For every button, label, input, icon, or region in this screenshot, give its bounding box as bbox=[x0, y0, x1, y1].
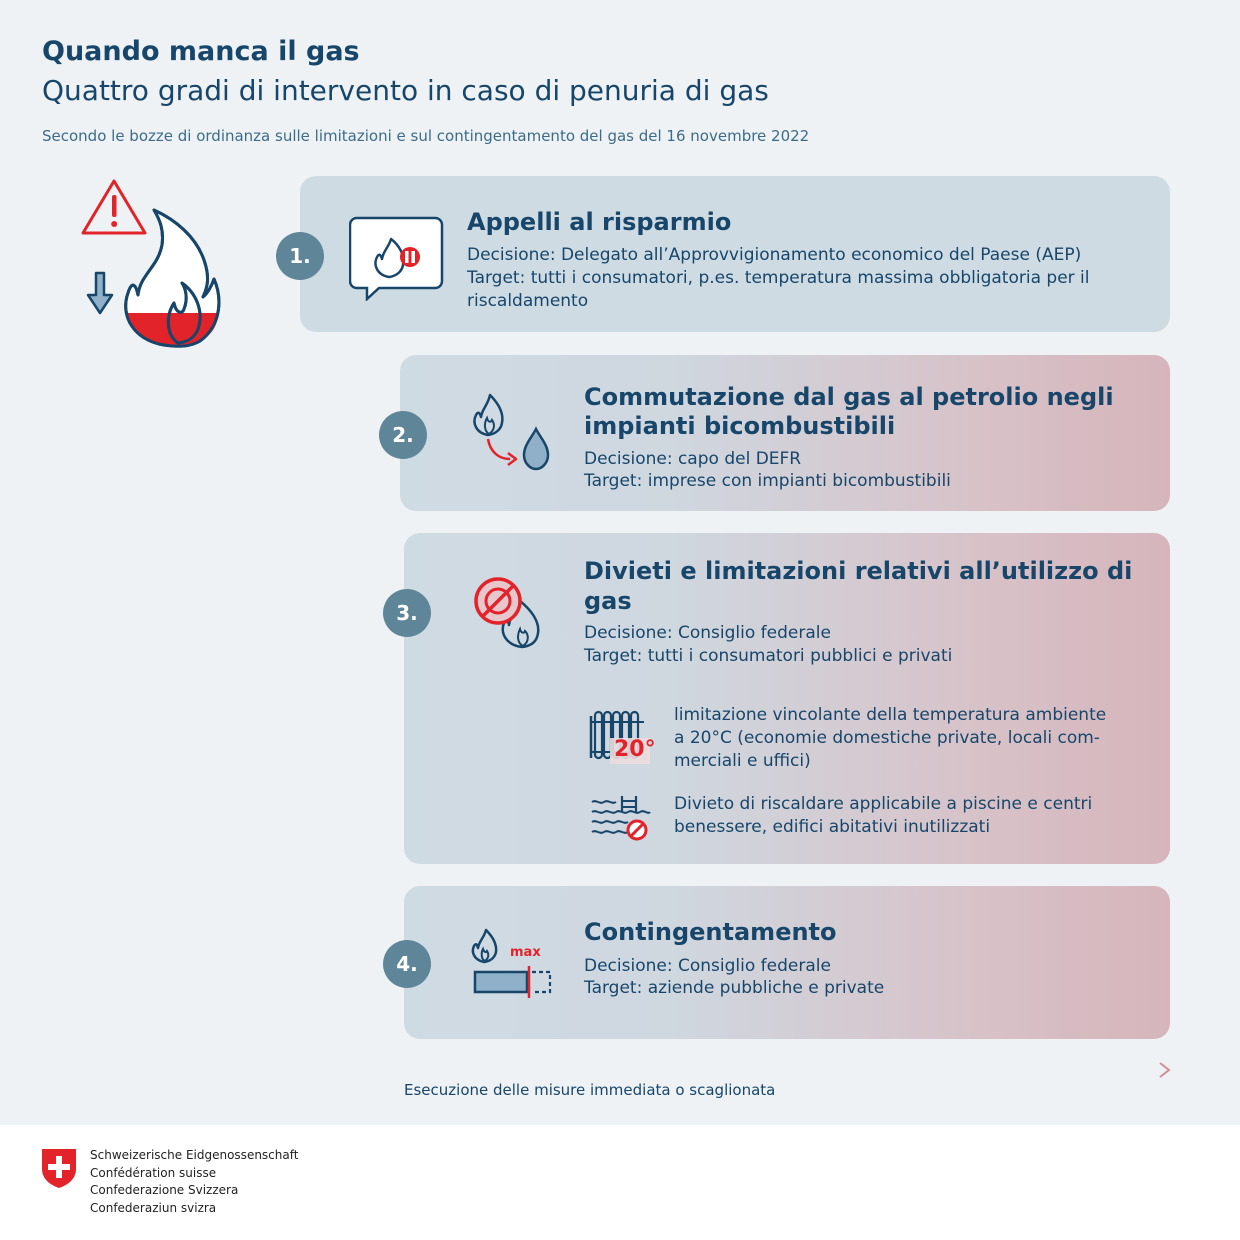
footer-line-it: Confederazione Svizzera bbox=[90, 1183, 239, 1197]
max-label: max bbox=[510, 945, 541, 960]
speech-bubble-appeal-icon bbox=[349, 215, 445, 301]
step-4-decision: Decisione: Consiglio federale bbox=[584, 956, 831, 976]
timeline-label: Esecuzione delle misure immediata o scaglionata bbox=[404, 1081, 776, 1099]
step-2-badge: 2. bbox=[379, 411, 427, 459]
footer-line-fr: Confédération suisse bbox=[90, 1165, 217, 1180]
measure-pool-line-2: benessere, edifici abitativi inutilizzati bbox=[674, 817, 991, 837]
quota-icon bbox=[470, 924, 556, 1000]
gas-to-oil-icon bbox=[468, 387, 556, 477]
step-3-badge: 3. bbox=[383, 589, 431, 637]
prohibited-gas-icon bbox=[470, 573, 554, 651]
flame-icon bbox=[126, 210, 219, 346]
pool-prohibited-icon bbox=[590, 794, 652, 842]
measure-temperature-line-1: limitazione vincolante della temperatura ambiente bbox=[674, 705, 1107, 725]
step-1-target: Target: tutti i consumatori, p.es. temperatura massima obbligatoria per il bbox=[467, 268, 1090, 288]
down-arrow-icon bbox=[88, 273, 112, 313]
radiator-temperature-label: 20° bbox=[614, 737, 656, 762]
footer-line-de: Schweizerische Eidgenossenschaft bbox=[90, 1148, 299, 1162]
page-caption: Secondo le bozze di ordinanza sulle limitazioni e sul contingentamento del gas del 16 novembre 2022 bbox=[42, 127, 810, 145]
step-2-title-line-2: impianti bicombustibili bbox=[584, 412, 896, 440]
swiss-shield-icon bbox=[40, 1147, 78, 1189]
step-1-decision: Decisione: Delegato all’Approvvigionamento economico del Paese (AEP) bbox=[467, 245, 1082, 265]
measure-temperature-line-3: merciali e uffici) bbox=[674, 751, 811, 771]
step-1-target-cont: riscaldamento bbox=[467, 291, 589, 311]
page-subtitle: Quattro gradi di intervento in caso di penuria di gas bbox=[42, 74, 769, 107]
step-3-target: Target: tutti i consumatori pubblici e privati bbox=[584, 646, 953, 666]
step-4-target: Target: aziende pubbliche e private bbox=[584, 978, 885, 998]
step-2-title-line-1: Commutazione dal gas al petrolio negli bbox=[584, 383, 1114, 411]
measure-temperature-line-2: a 20°C (economie domestiche private, locali com- bbox=[674, 728, 1100, 748]
page-title: Quando manca il gas bbox=[42, 36, 360, 67]
footer bbox=[0, 1125, 1240, 1240]
step-3-title-line-2: gas bbox=[584, 587, 632, 615]
step-1-title: Appelli al risparmio bbox=[467, 208, 732, 236]
step-4-title: Contingentamento bbox=[584, 918, 837, 946]
step-1-badge: 1. bbox=[276, 232, 324, 280]
timeline-arrow bbox=[404, 1060, 1172, 1080]
step-2-decision: Decisione: capo del DEFR bbox=[584, 449, 802, 469]
step-3-decision: Decisione: Consiglio federale bbox=[584, 623, 831, 643]
step-3-title-line-1: Divieti e limitazioni relativi all’utilizzo di bbox=[584, 557, 1133, 585]
warning-icon bbox=[83, 181, 145, 233]
measure-pool-line-1: Divieto di riscaldare applicabile a piscine e centri bbox=[674, 794, 1093, 814]
step-2-target: Target: imprese con impianti bicombustibili bbox=[584, 471, 951, 491]
footer-line-rm: Confederaziun svizra bbox=[90, 1200, 217, 1215]
gas-shortage-illustration bbox=[78, 175, 228, 350]
step-4-badge: 4. bbox=[383, 940, 431, 988]
